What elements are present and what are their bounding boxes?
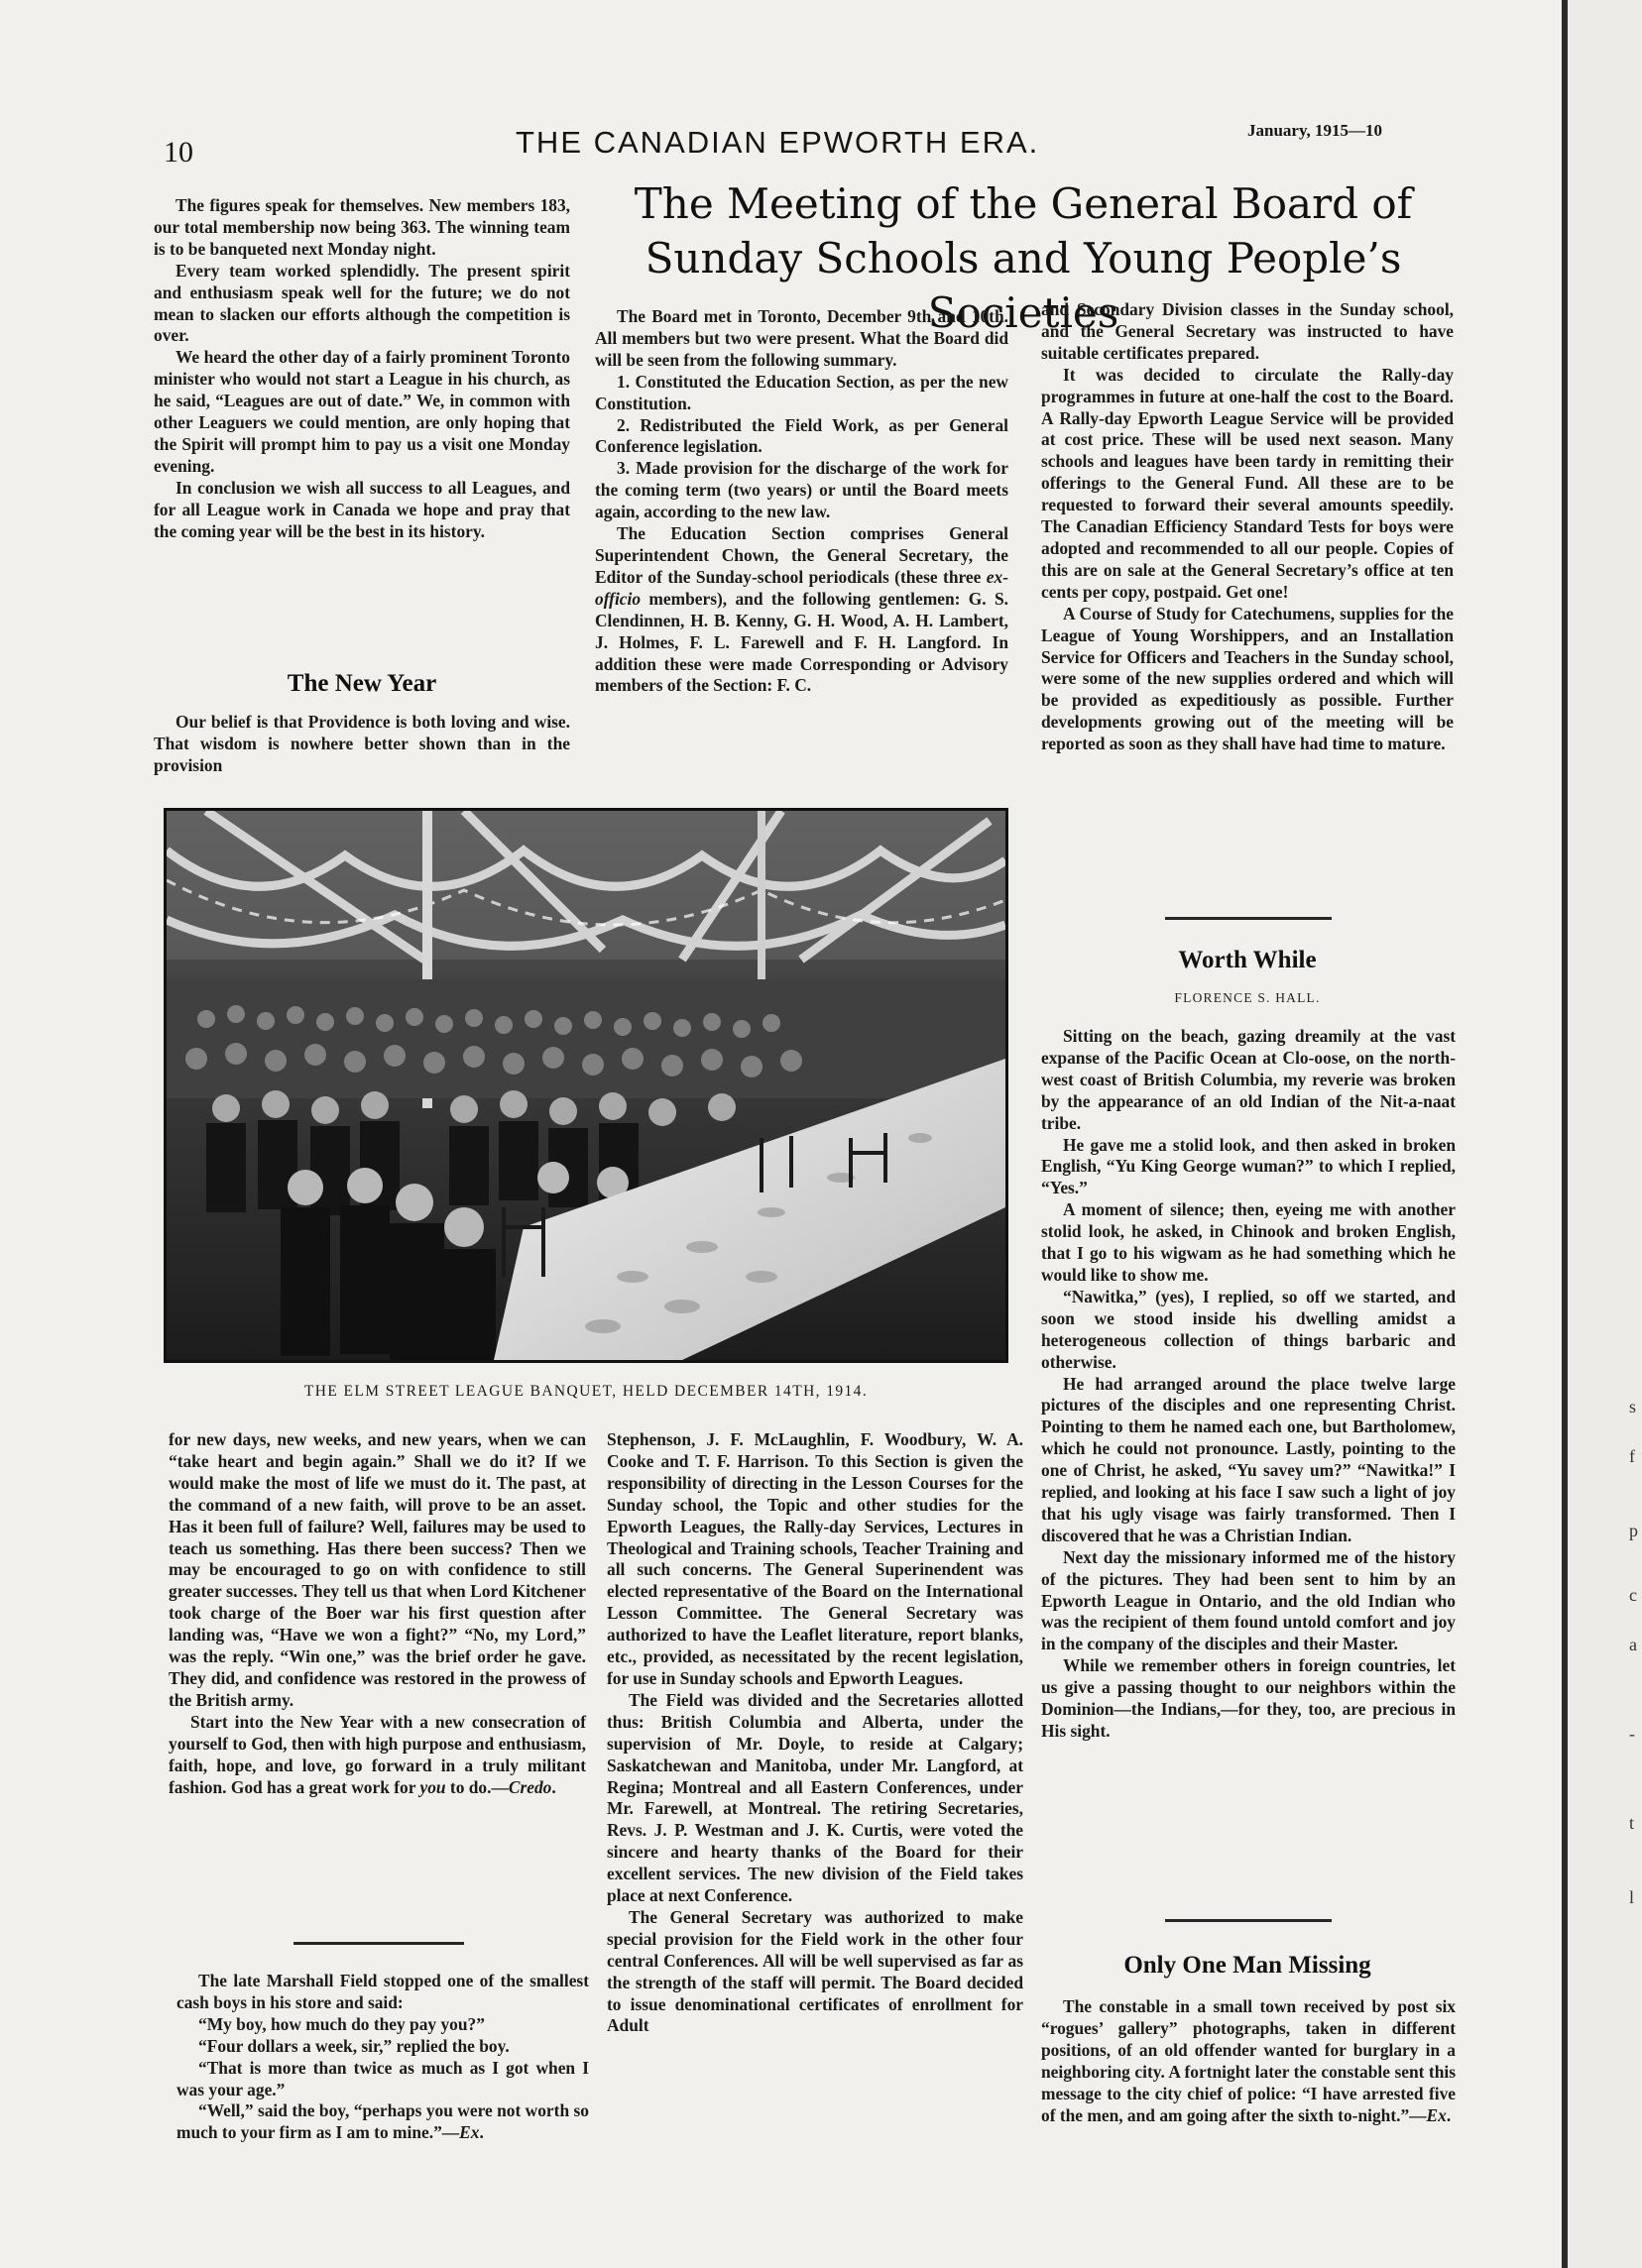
text-run: “Well,” said the boy, “perhaps you were not worth so much to your firm as I am to mine.”—: [176, 2100, 589, 2143]
paragraph: 2. Redistributed the Field Work, as per General Conference legislation.: [595, 414, 1008, 457]
general-board-headline: The Meeting of the General Board of Sunday Schools and Young People’s Societies: [634, 179, 1413, 337]
text-run: to do.—: [445, 1776, 509, 1797]
text-run: Start into the New Year with a new consecration of yourself to God, then with high purpose and enthusiasm, faith, hope, and love, go forward in a truly militant fashion. God has a great work for: [169, 1711, 586, 1797]
text-run: .: [1446, 2104, 1452, 2125]
paragraph: “Nawitka,” (yes), I replied, so off we started, and soon we stood inside his dwelling amidst a heterogeneous collection of things barbaric and otherwise.: [1041, 1286, 1456, 1372]
text-run: .: [551, 1776, 556, 1797]
adjacent-page-edge: [1562, 0, 1642, 2268]
section-divider: [1165, 917, 1332, 920]
paragraph: A moment of silence; then, eyeing me with another stolid look, he asked, in Chinook and broken English, that I go to his wigwam as he had something which he would like to show me.: [1041, 1199, 1456, 1285]
paragraph: [169, 1712, 586, 1799]
italic-run: ex-officio: [595, 566, 1008, 609]
board-column-c: [1041, 299, 1454, 755]
new-year-continued-column: [169, 1429, 586, 1798]
paragraph: He had arranged around the place twelve large pictures of the disciples and one representing Christ. Pointing to them he named each one, but Bartholomew, which he could not pronounce. Lastly, pointing to the one of Christ, he asked, “Yu savey um?” “Nawitka!” I replied, and looking at his face I saw such a light of joy that his ugly visage was fairly transformed. Then I discovered that he was a Christian Indian.: [1041, 1373, 1456, 1545]
paragraph: [1041, 1996, 1456, 2126]
left-top-column: [154, 195, 570, 543]
worth-while-column: [1041, 1026, 1456, 1743]
paragraph: Next day the missionary informed me of the history of the pictures. They had been sent to him by an Epworth League in Ontario, and the old Indian who was the recipient of them found untold comfort and joy in the company of the disciples and their Master.: [1041, 1546, 1456, 1654]
paragraph: Our belief is that Providence is both loving and wise. That wisdom is nowhere better shown than in the provision: [154, 712, 570, 775]
new-year-heading: The New Year: [287, 670, 437, 697]
worth-while-heading: Worth While: [1178, 947, 1317, 973]
paragraph: The General Secretary was authorized to make special provision for the Field work in the other four central Conferences. All will be well supervised as far as the strength of the staff will permit. The Board decided to issue denominational certificates of enrollment for Adult: [607, 1906, 1023, 2036]
paragraph: We heard the other day of a fairly prominent Toronto minister who would not start a League in his church, as he said, “Leagues are out of date.” We, in common with other Leaguers we could mention, are only hoping that the Spirit will prompt him to pay us a visit one Monday evening.: [154, 347, 570, 476]
banquet-photograph: [164, 808, 1008, 1363]
italic-run: Credo: [508, 1776, 552, 1797]
issue-date: January, 1915—10: [1247, 121, 1383, 140]
one-man-missing-column: [1041, 1996, 1456, 2126]
paragraph: Sitting on the beach, gazing dreamily at the vast expanse of the Pacific Ocean at Clo-oose, on the north-west coast of British Columbia, my reverie was broken by the appearance of an old Indian of the Nit-a-naat tribe.: [1041, 1026, 1456, 1133]
paragraph: He gave me a stolid look, and then asked in broken English, “Yu King George wuman?” to which I replied, “Yes.”: [1041, 1134, 1456, 1198]
paragraph: “My boy, how much do they pay you?”: [198, 2013, 485, 2034]
italic-run: Ex: [459, 2122, 480, 2143]
paragraph: 1. Constituted the Education Section, as per the new Constitution.: [595, 371, 1008, 413]
marshall-field-column: [176, 1971, 589, 2144]
paragraph: While we remember others in foreign countries, let us give a passing thought to our neighbors within the Dominion—the Indians,—for they, too, are precious in His sight.: [1041, 1655, 1456, 1741]
paragraph: A Course of Study for Catechumens, supplies for the League of Young Worshippers, and an Installation Service for Officers and Teachers in the Sunday school, were some of the new supplies ordered and which will be provided as expeditiously as possible. Further developments growing out of the meeting will be reported as soon as they shall have had time to mature.: [1041, 603, 1454, 754]
paragraph: The Field was divided and the Secretaries allotted thus: British Columbia and Alberta, under the supervision of Mr. Doyle, to reside at Calgary; Saskatchewan and Manitoba, under Mr. Langford, at Regina; Montreal and all Eastern Conferences, under Mr. Farewell, at Montreal. The retiring Secretaries, Revs. J. P. Westman and J. K. Curtis, were voted the sincere and hearty thanks of the Board for their excellent services. The new division of the Field takes place at next Conference.: [607, 1689, 1023, 1906]
paragraph: “That is more than twice as much as I got when I was your age.”: [176, 2057, 589, 2099]
paragraph: The figures speak for themselves. New members 183, our total membership now being 363. The winning team is to be banqueted next Monday night.: [154, 195, 570, 259]
paragraph: [176, 2100, 589, 2144]
margin-fragment: t: [1629, 1813, 1635, 1833]
margin-fragment: -: [1629, 1724, 1635, 1744]
text-run: members), and the following gentlemen: G. S. Clendinnen, H. B. Kenny, G. H. Wood, A. H. Lambert, J. Holmes, F. L. Farewell and F. H. Langford. In addition these were made Corresponding or Advisory members of the Section: F. C.: [595, 588, 1008, 696]
new-year-intro: [154, 712, 570, 777]
board-column-b: [607, 1429, 1023, 2037]
section-divider: [1165, 1919, 1332, 1922]
margin-fragment: f: [1629, 1446, 1635, 1466]
paragraph: The Board met in Toronto, December 9th and 10th. All members but two were present. What the Board did will be seen from the following summary.: [595, 306, 1008, 370]
margin-fragment: a: [1629, 1635, 1637, 1654]
paragraph: “Four dollars a week, sir,” replied the boy.: [198, 2035, 510, 2056]
paragraph: In conclusion we wish all success to all Leagues, and for all League work in Canada we hope and pray that the coming year will be the best in its history.: [154, 477, 570, 541]
text-run: The constable in a small town received by post six “rogues’ gallery” photographs, taken in different positions, of an old offender wanted for burglary in a neighboring city. A fortnight later the constable sent this message to the city chief of police: “I have arrested five of the men, and am going after the sixth to-night.”—: [1041, 1996, 1456, 2125]
italic-run: Ex: [1426, 2104, 1447, 2125]
one-man-missing-heading: Only One Man Missing: [1123, 1952, 1371, 1979]
paragraph: Stephenson, J. F. McLaughlin, F. Woodbury, W. A. Cooke and T. F. Harrison. To this Section is given the responsibility of directing in the Lesson Courses for the Sunday school, the Topic and other studies for the Epworth Leagues, the Rally-day Services, Lectures in Theological and Training schools, Teacher Training and all such concerns. The General Superinendent was elected representative of the Board on the International Lesson Committee. The General Secretary was authorized to have the Leaflet literature, report blanks, etc., provided, as necessitated by the recent legislation, for use in Sunday schools and Epworth Leagues.: [607, 1429, 1023, 1688]
margin-fragment: p: [1629, 1521, 1638, 1540]
paragraph: The late Marshall Field stopped one of the smallest cash boys in his store and said:: [176, 1971, 589, 2012]
paragraph: 3. Made provision for the discharge of the work for the coming term (two years) or until the Board meets again, according to the new law.: [595, 458, 1008, 522]
magazine-title: THE CANADIAN EPWORTH ERA.: [516, 125, 1040, 160]
margin-fragment: l: [1629, 1887, 1635, 1907]
paragraph: for new days, new weeks, and new years, when we can “take heart and begin again.” Shall we do it? If we would make the most of life we must do it. The past, at the command of a new faith, will prove to be an asset. Has it been full of failure? Well, failures may be used to teach us something. Has there been success? Then we may be encouraged to go on with confidence to still greater successes. They tell us that when Lord Kitchener took charge of the Boer war his first question after landing was, “Have we won a fight?” “No, my Lord,” was the reply. “Win one,” was the brief order he gave. They did, and confidence was restored in the prowess of the British army.: [169, 1429, 586, 1710]
margin-fragment: c: [1629, 1585, 1637, 1605]
paragraph: and Secondary Division classes in the Sunday school, and the General Secretary was instructed to have suitable certificates prepared.: [1041, 299, 1454, 363]
text-run: .: [479, 2122, 484, 2143]
banquet-scene-image: [167, 811, 1005, 1360]
text-run: The Education Section comprises General Superintendent Chown, the General Secretary, the Editor of the Sunday-school periodicals (these three: [595, 523, 1008, 587]
board-column-a: [595, 306, 1008, 697]
page-number: 10: [164, 136, 193, 169]
paragraph: It was decided to circulate the Rally-day programmes in future at one-half the cost to the Board. A Rally-day Epworth League Service will be provided at cost price. These will be used next season. Many schools and leagues have been tardy in remitting their offerings to the General Fund. All these are to be requested to forward their several amounts speedily. The Canadian Efficiency Standard Tests for boys were adopted and recommended to all our people. Copies of this are on sale at the General Secretary’s office at ten cents per copy, postpaid. Get one!: [1041, 364, 1454, 602]
section-divider: [293, 1942, 464, 1945]
paragraph: Every team worked splendidly. The present spirit and enthusiasm speak well for the future; we do not mean to slacken our efforts although the competition is over.: [154, 260, 570, 346]
photo-caption: THE ELM STREET LEAGUE BANQUET, HELD DECEMBER 14TH, 1914.: [303, 1383, 869, 1400]
margin-fragment: s: [1629, 1397, 1637, 1417]
italic-run: you: [419, 1776, 446, 1797]
worth-while-byline: FLORENCE S. HALL.: [1174, 990, 1321, 1005]
paragraph: [595, 523, 1008, 697]
